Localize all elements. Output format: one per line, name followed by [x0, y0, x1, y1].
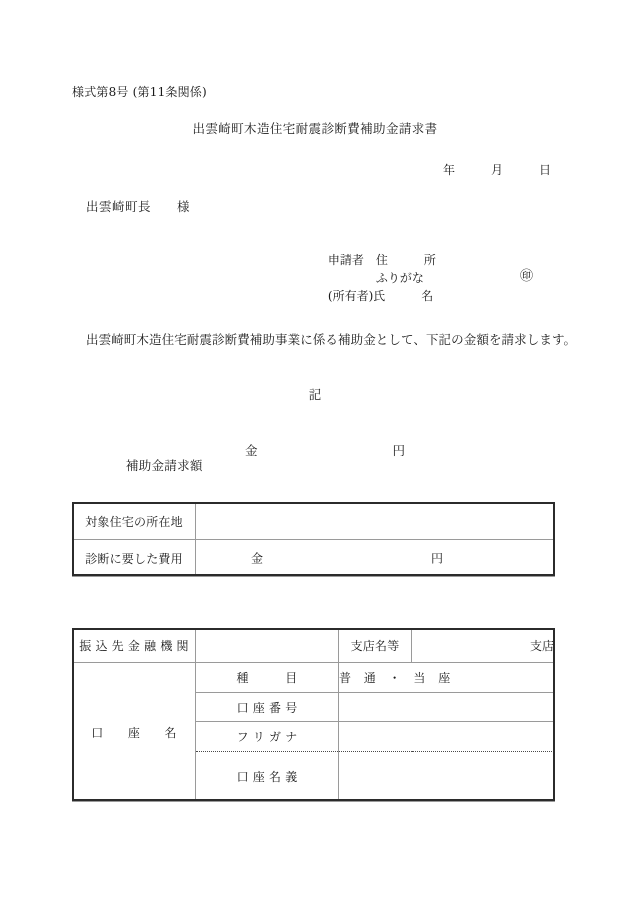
- bank-furigana-value[interactable]: [339, 722, 555, 752]
- table-row: [73, 540, 555, 577]
- property-location-label: 対象住宅の所在地: [73, 503, 196, 540]
- property-table: [72, 502, 555, 577]
- applicant-label: 申請者: [327, 253, 364, 267]
- bank-account-number-label: 口 座 番 号: [196, 693, 339, 722]
- seal-icon: ㊞: [520, 269, 534, 284]
- diagnosis-cost-suffix: 円: [431, 551, 444, 566]
- diagnosis-cost-label: 診断に要した費用: [73, 540, 196, 577]
- applicant-block: [305, 233, 534, 303]
- applicant-owner-label: (所有者): [327, 289, 374, 303]
- bank-institution-value[interactable]: [196, 629, 339, 663]
- table-row: [73, 663, 555, 693]
- bank-account-type-label: 種 目: [196, 663, 339, 693]
- bank-table: [72, 628, 555, 802]
- applicant-furigana-label: ふりがな: [375, 271, 424, 285]
- bank-branch-value[interactable]: 支店: [412, 629, 555, 663]
- bank-account-type-value[interactable]: 普 通 ・ 当 座: [339, 663, 555, 693]
- diagnosis-cost-prefix: 金: [251, 551, 264, 566]
- table-row: [73, 503, 555, 540]
- ki-marker: 記: [308, 387, 322, 402]
- bank-account-holder-value[interactable]: [339, 752, 555, 802]
- claim-amount-suffix: 円: [392, 443, 405, 458]
- diagnosis-cost-value[interactable]: [196, 540, 555, 577]
- claim-amount-label: 補助金請求額: [125, 458, 203, 473]
- property-location-value[interactable]: [196, 503, 555, 540]
- form-number: 様式第8号 (第11条関係): [72, 85, 207, 99]
- bank-institution-label: 振 込 先 金 融 機 関: [73, 629, 196, 663]
- date-line: 年 月 日: [443, 163, 552, 177]
- addressee-line: 出雲崎町長 様: [86, 199, 191, 214]
- applicant-address-label: 住 所: [375, 253, 436, 267]
- applicant-name-label: 氏 名: [373, 289, 434, 303]
- bank-furigana-label: フ リ ガ ナ: [196, 722, 339, 752]
- table-row: [73, 629, 555, 663]
- claim-amount-prefix: 金: [245, 443, 258, 458]
- document-title: 出雲崎町木造住宅耐震診断費補助金請求書: [192, 121, 438, 136]
- bank-account-number-value[interactable]: [339, 693, 555, 722]
- body-paragraph: 出雲崎町木造住宅耐震診断費補助事業に係る補助金として、下記の金額を請求します。: [86, 332, 577, 347]
- applicant-name-row: [305, 269, 436, 303]
- bank-account-name-label: 口 座 名: [73, 663, 196, 802]
- bank-account-holder-label: 口 座 名 義: [196, 752, 339, 802]
- applicant-furigana-row: [305, 251, 436, 285]
- applicant-address-row: [305, 233, 436, 267]
- bank-branch-label: 支店名等: [339, 629, 412, 663]
